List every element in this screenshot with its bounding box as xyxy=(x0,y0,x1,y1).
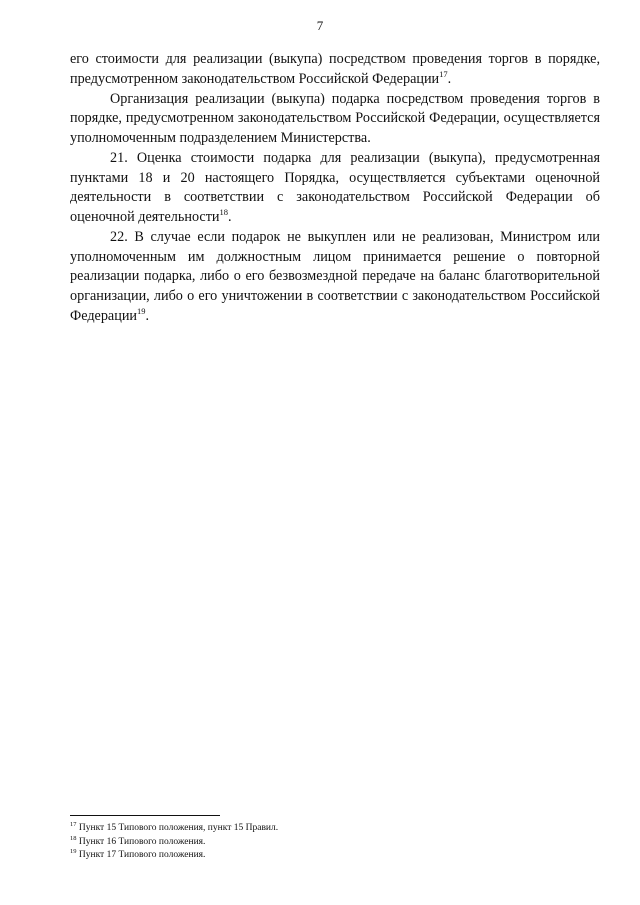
footnote-number: 17 xyxy=(70,821,77,828)
paragraph-text: Организация реализации (выкупа) подарка посредством проведения торгов в порядке, предусмотренном законодательством Российской Федерации, осуществляется уполномоченным подразделением Министерства. xyxy=(70,90,600,146)
footnote-separator xyxy=(70,815,220,816)
paragraph-text: его стоимости для реализации (выкупа) посредством проведения торгов в порядке, предусмотренном законодательством Российской Федерации xyxy=(70,51,600,87)
footnote-17 xyxy=(70,822,600,836)
footnote-18 xyxy=(70,836,600,850)
document-body xyxy=(70,50,600,327)
footnote-number: 18 xyxy=(70,834,77,842)
paragraph-tail: . xyxy=(227,208,232,225)
paragraph-22 xyxy=(70,228,600,326)
paragraph-tail: . xyxy=(145,307,150,324)
footnote-ref: 17 xyxy=(439,68,448,79)
footnote-text: Пункт 17 Типового положения. xyxy=(78,850,206,860)
footnote-text: Пункт 16 Типового положения. xyxy=(78,836,206,847)
footnote-ref: 19 xyxy=(137,305,146,316)
page-number: 7 xyxy=(316,18,324,33)
paragraph-text: 21. Оценка стоимости подарка для реализации (выкупа), предусмотренная пунктами 18 и 20 настоящего Порядка, осуществляется субъектами оценочной деятельности в соответствии с законодательством Российской Федерации об оценочной деятельности xyxy=(70,150,600,225)
paragraph-21 xyxy=(70,149,600,227)
footnotes xyxy=(70,822,600,863)
footnote-ref: 18 xyxy=(219,206,228,217)
footnote-number: 19 xyxy=(70,848,77,855)
paragraph-text: 22. В случае если подарок не выкуплен или не реализован, Министром или уполномоченным им должностным лицом принимается решение о повторной реализации подарка, либо о его безвозмездной передаче на баланс благотворительной организации, либо о его уничтожении в соответствии с законодательством Российской Федерации xyxy=(70,229,600,324)
paragraph-continuation xyxy=(70,50,600,89)
paragraph-tail: . xyxy=(447,70,452,87)
footnote-19 xyxy=(70,849,600,863)
footnote-text: Пункт 15 Типового положения, пункт 15 Правил. xyxy=(78,823,279,833)
paragraph-organization xyxy=(70,90,600,149)
